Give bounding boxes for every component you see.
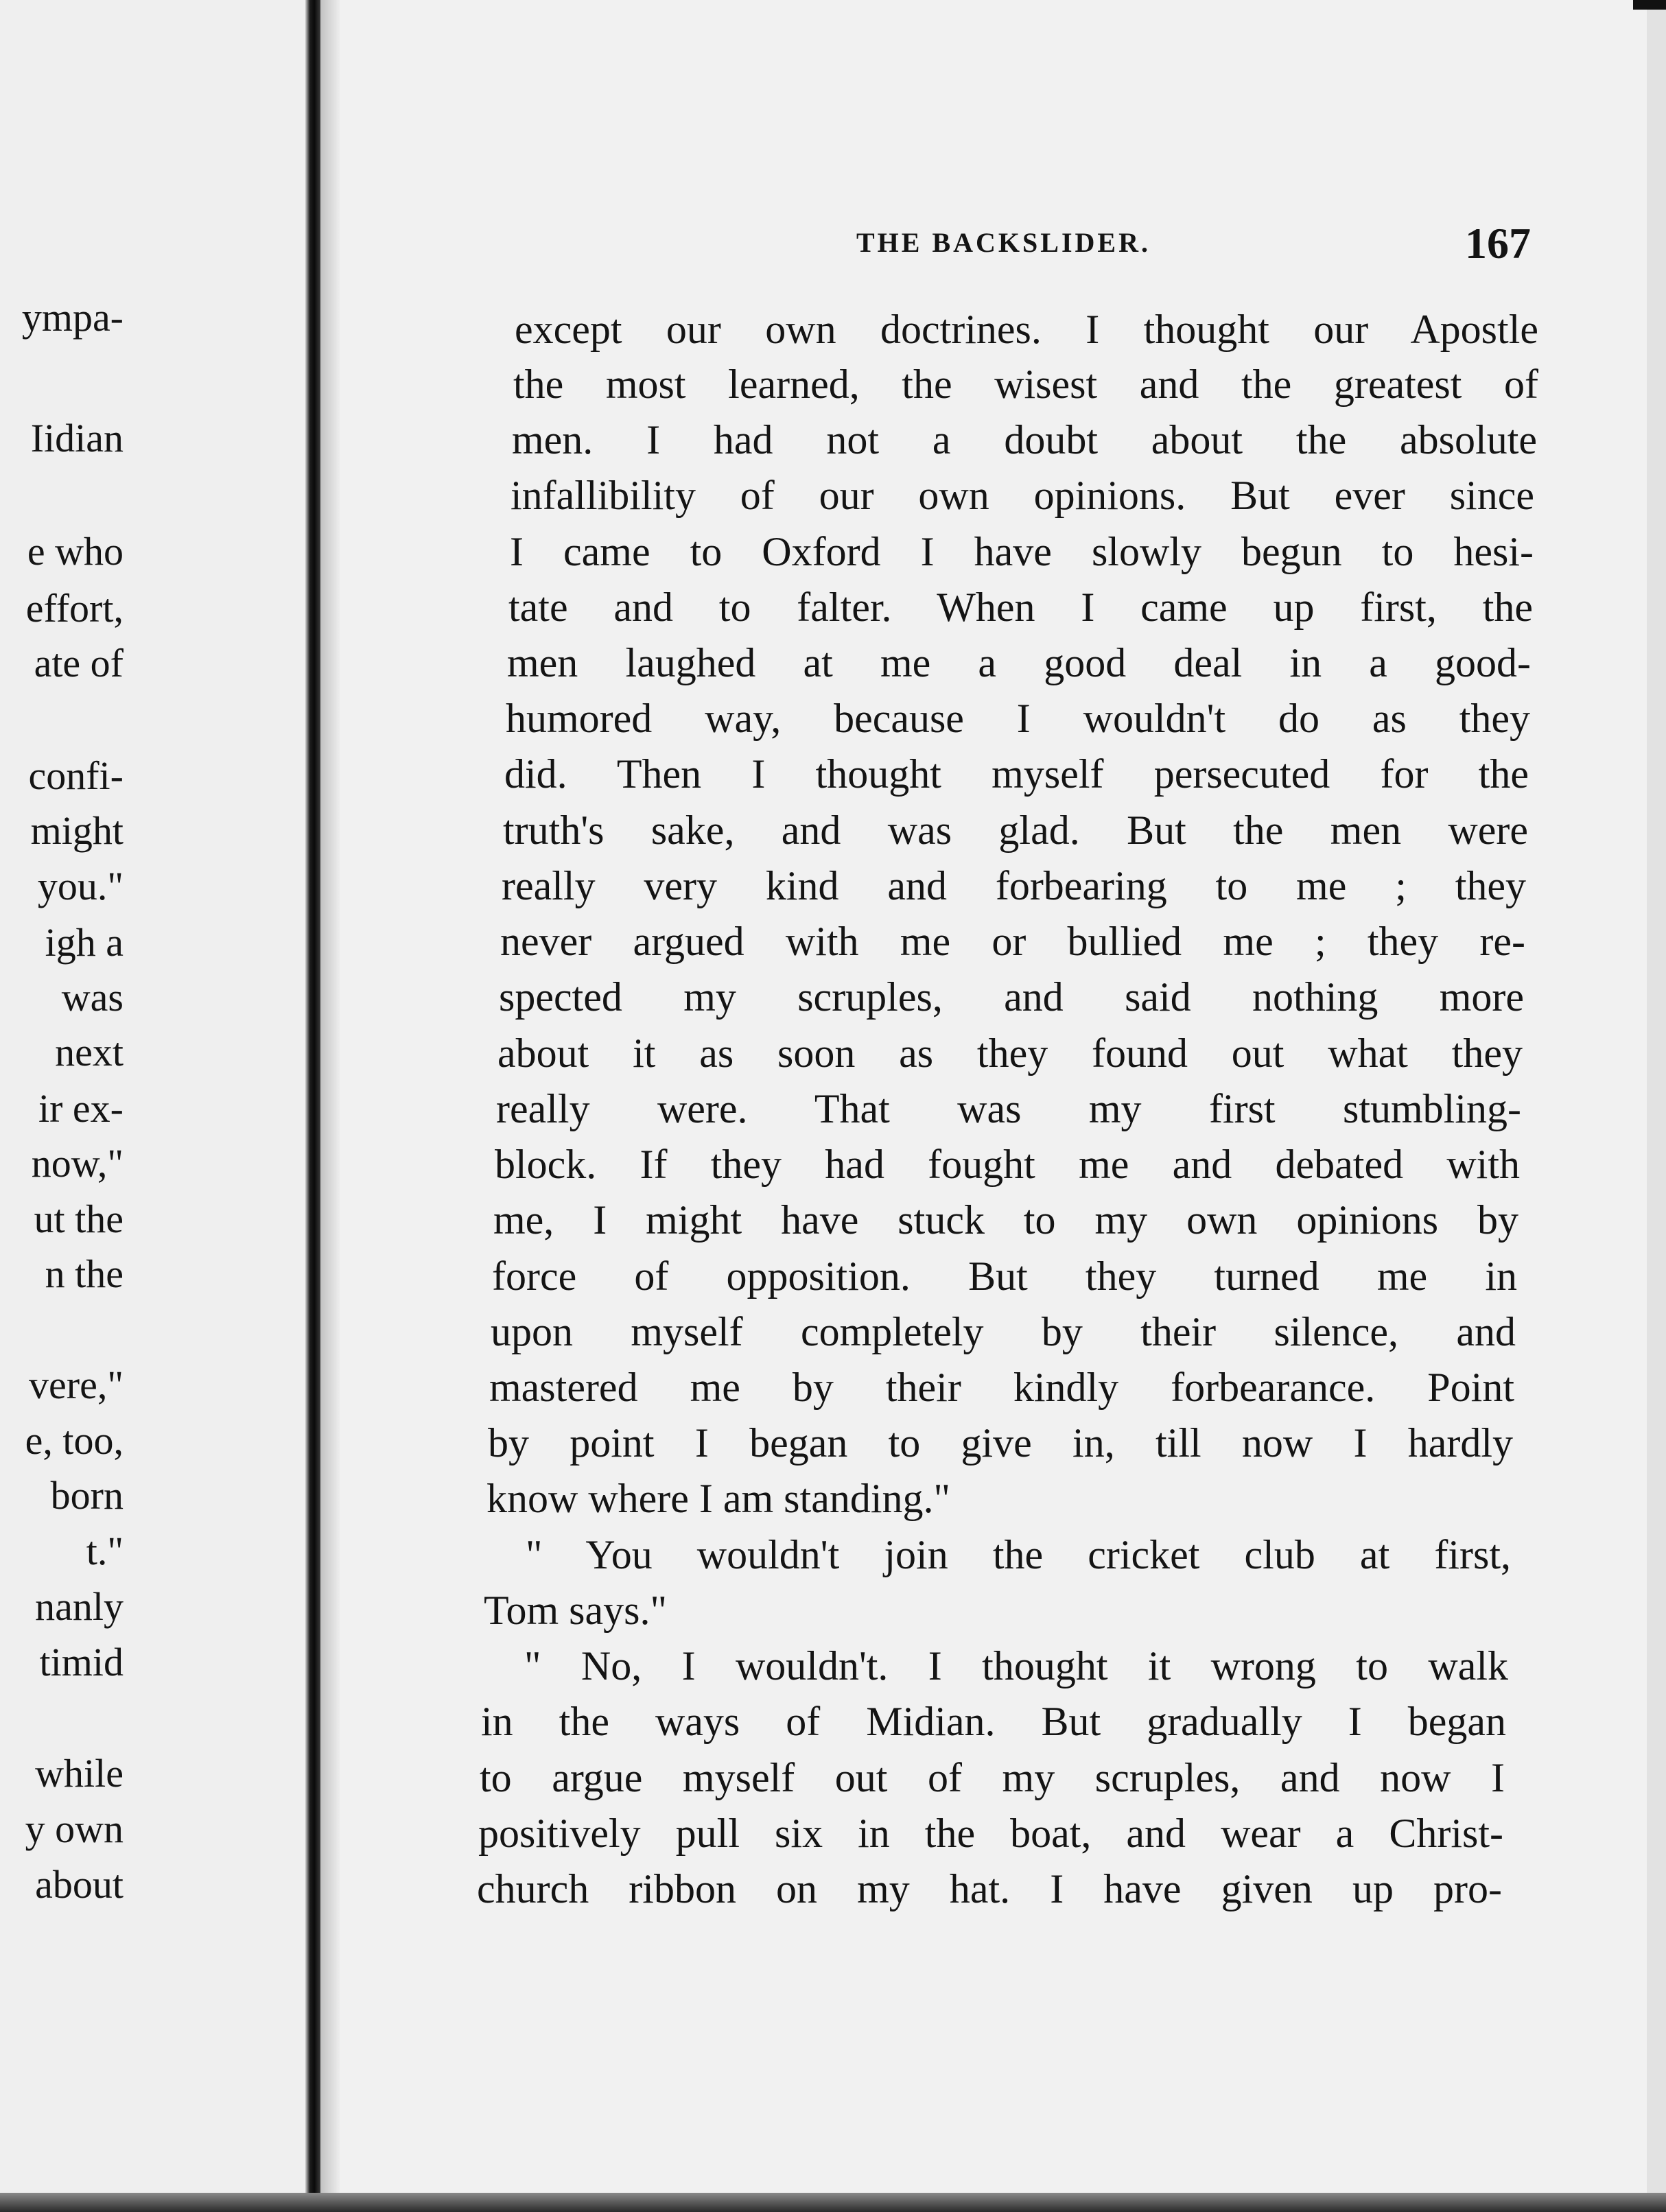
running-head: THE BACKSLIDER.: [856, 227, 1151, 258]
left-page-line: ympa-: [21, 295, 124, 340]
body-text-line: Tom says.": [484, 1588, 667, 1633]
body-text-line: about it as soon as they found out what they: [497, 1031, 1523, 1076]
page-right-edge: [1647, 0, 1666, 2212]
book-gutter: [305, 0, 320, 2212]
body-text-line: men. I had not a doubt about the absolute: [512, 417, 1537, 462]
body-text-line: truth's sake, and was glad. But the men were: [503, 808, 1528, 853]
left-page-line: vere,": [29, 1363, 124, 1407]
left-page-line: ut the: [34, 1197, 124, 1241]
body-text-line: me, I might have stuck to my own opinions by: [493, 1197, 1518, 1243]
page-top-corner: [1633, 0, 1666, 10]
body-text-line: I came to Oxford I have slowly begun to hesi-: [510, 529, 1534, 574]
body-text-line: the most learned, the wisest and the greatest of: [513, 362, 1538, 407]
left-page-line: next: [55, 1030, 124, 1074]
body-text-line: except our own doctrines. I thought our Apostle: [515, 307, 1538, 352]
body-text-line: mastered me by their kindly forbearance. Point: [489, 1365, 1514, 1410]
body-text-line: never argued with me or bullied me ; they re-: [500, 919, 1525, 964]
body-text-line: humored way, because I wouldn't do as they: [506, 696, 1530, 741]
body-text-line: by point I began to give in, till now I hardly: [488, 1420, 1513, 1466]
body-text-line: did. Then I thought myself persecuted for the: [504, 751, 1529, 797]
body-text-line: to argue myself out of my scruples, and now I: [480, 1755, 1505, 1800]
body-text-line: block. If they had fought me and debated with: [495, 1142, 1520, 1187]
left-page-line: now,": [31, 1141, 124, 1186]
left-page-line: confi-: [28, 753, 124, 798]
left-page-line: timid: [39, 1640, 124, 1684]
body-text-line: in the ways of Midian. But gradually I began: [481, 1699, 1506, 1744]
left-page-line: effort,: [25, 586, 124, 631]
body-text-line: tate and to falter. When I came up first, the: [508, 585, 1533, 630]
left-page-line: y own: [25, 1807, 124, 1851]
body-text-line: really were. That was my first stumbling-: [496, 1086, 1521, 1131]
left-page-line: e who: [27, 529, 124, 574]
left-page-line: might: [30, 808, 124, 853]
left-page-line: while: [35, 1751, 124, 1796]
scan-bottom-edge: [0, 2193, 1666, 2212]
left-page-line: about: [35, 1862, 124, 1907]
left-page-line: t.": [86, 1529, 124, 1573]
left-page-line: nanly: [35, 1584, 124, 1629]
body-text-line: men laughed at me a good deal in a good-: [507, 640, 1531, 685]
body-text-line: church ribbon on my hat. I have given up pro-: [477, 1866, 1502, 1911]
left-page-line: e, too,: [25, 1418, 124, 1463]
left-page-line: Iidian: [30, 416, 124, 460]
left-page-line: born: [50, 1473, 124, 1518]
body-text-line: spected my scruples, and said nothing more: [499, 974, 1524, 1020]
left-page-line: ate of: [34, 641, 124, 685]
body-text-line: really very kind and forbearing to me ; they: [502, 863, 1526, 908]
left-page-line: n the: [45, 1251, 124, 1296]
body-text-line: positively pull six in the boat, and wear a Christ-: [478, 1811, 1503, 1856]
body-text-line: know where I am standing.": [486, 1476, 950, 1521]
body-text-line: " No, I wouldn't. I thought it wrong to walk: [524, 1643, 1508, 1689]
left-page-line: you.": [37, 864, 124, 908]
page-number: 167: [1465, 219, 1531, 268]
left-page-line: igh a: [45, 920, 124, 965]
gutter-shadow: [320, 0, 340, 2212]
body-text-line: infallibility of our own opinions. But ever since: [511, 473, 1534, 518]
left-page-fragment: [0, 0, 305, 2212]
body-text-line: " You wouldn't join the cricket club at first,: [526, 1532, 1511, 1577]
left-page-line: was: [61, 975, 124, 1020]
body-text-line: upon myself completely by their silence, and: [491, 1309, 1516, 1354]
left-page-line: ir ex-: [38, 1086, 124, 1131]
body-text-line: force of opposition. But they turned me in: [492, 1254, 1517, 1299]
